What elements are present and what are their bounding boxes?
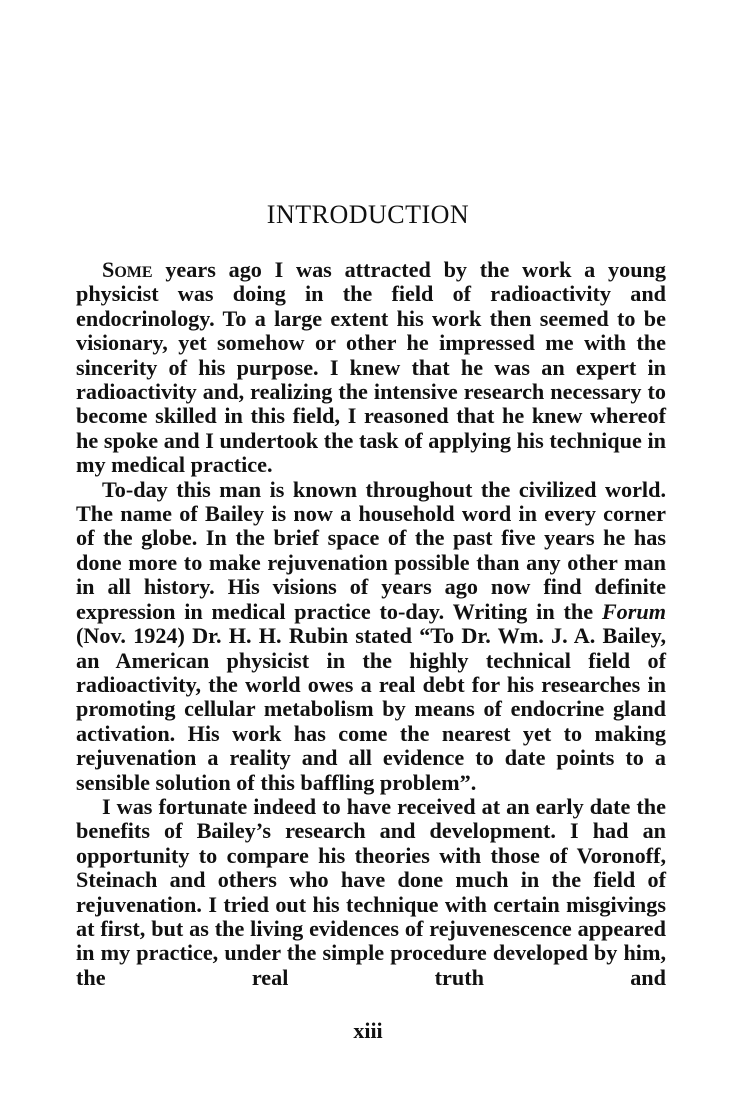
drop-lead-word: Some <box>102 257 153 282</box>
paragraph-1-text: years ago I was attracted by the work a young physicist was doing in the field of radioactivity and endocrinology. To a large extent his work then seemed to be visionary, yet somehow or other he impressed me with the sincerity of his purpose. I knew that he was an expert in radioactivity and, realizing the intensive research necessary to become skilled in this field, I reasoned that he knew whereof he spoke and I undertook the task of applying his technique in my medical practice. <box>76 257 666 478</box>
body-text <box>76 258 666 990</box>
paragraph-2-text-after: (Nov. 1924) Dr. H. H. Rubin stated “To Dr. Wm. J. A. Bailey, an American physicist in the highly technical field of radioactivity, the world owes a real debt for his researches in promoting cellular metabolism by means of endocrine gland activation. His work has come the nearest yet to making rejuvenation a reality and all evidence to date points to a sensible solution of this baffling problem”. <box>76 623 666 795</box>
paragraph-2 <box>76 478 666 795</box>
page-number: xiii <box>353 1018 383 1043</box>
paragraph-2-text-before: To-day this man is known throughout the civilized world. The name of Bailey is now a household word in every corner of the globe. In the brief space of the past five years he has done more to make rejuvenation possible than any other man in all history. His visions of years ago now find definite expression in medical practice to-day. Writing in the <box>76 476 666 624</box>
chapter-title: INTRODUCTION <box>266 200 470 229</box>
journal-title: Forum <box>601 598 666 624</box>
paragraph-3 <box>76 795 666 990</box>
paragraph-3-text: I was fortunate indeed to have received at an early date the benefits of Bailey’s research and development. I had an opportunity to compare his theories with those of Voronoff, Steinach and others who have done much in the field of rejuvenation. I tried out his technique with certain misgivings at first, but as the living evidences of rejuvenescence appeared in my practice, under the simple procedure developed by him, the real truth and <box>76 793 666 990</box>
paragraph-1 <box>76 258 666 478</box>
